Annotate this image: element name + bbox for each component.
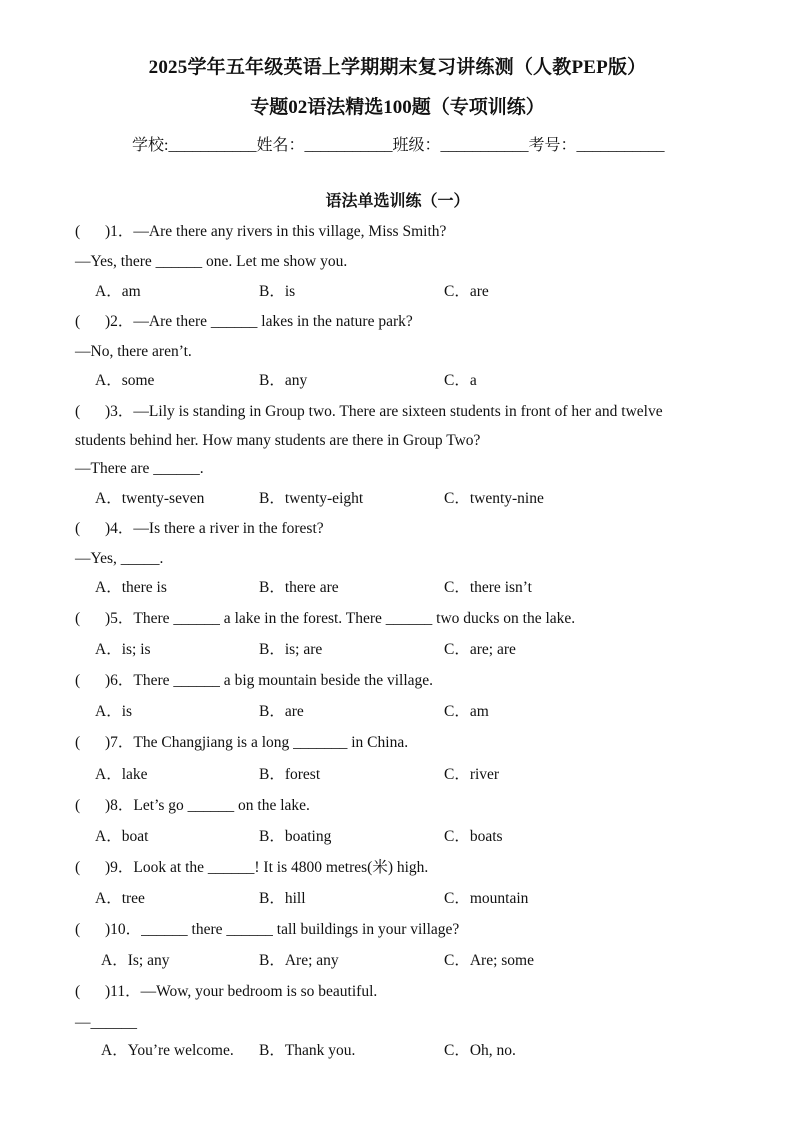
question-text: ______ there ______ tall buildings in your village? [141, 921, 460, 938]
question-number: )9． [105, 859, 134, 876]
question-text: —Is there a river in the forest? [133, 520, 324, 537]
question-7-stem [75, 733, 408, 753]
question-number: )1． [105, 223, 134, 240]
option-c: C．Are; some [444, 952, 534, 969]
question-4-line-2: —Yes, _____. [75, 550, 164, 567]
question-9-stem [75, 858, 428, 878]
answer-paren: ( [75, 983, 81, 1000]
answer-paren: ( [75, 403, 81, 420]
option-a: A．boat [95, 828, 149, 845]
option-b: B．is; are [259, 641, 323, 658]
option-b: B．is [259, 283, 296, 300]
question-text: The Changjiang is a long _______ in China. [133, 734, 409, 751]
question-3-line-3: —There are ______. [75, 460, 204, 477]
option-c: C．there isn’t [444, 579, 532, 596]
section-title: 语法单选训练（一） [325, 193, 470, 210]
question-11-line-2: —______ [75, 1014, 137, 1031]
page-title: 2025学年五年级英语上学期期末复习讲练测（人教PEP版） [148, 57, 647, 78]
question-text: There ______ a big mountain beside the village. [133, 672, 434, 689]
option-c: C．mountain [444, 890, 529, 907]
answer-paren: ( [75, 797, 81, 814]
option-a: A．there is [95, 579, 167, 596]
option-c: C．twenty-nine [444, 490, 544, 507]
option-b: B．forest [259, 766, 321, 783]
option-a: A．You’re welcome. [101, 1042, 234, 1059]
option-a: A．is [95, 703, 133, 720]
option-c: C．a [444, 372, 477, 389]
option-c: C．are [444, 283, 489, 300]
question-11-stem [75, 982, 377, 1002]
question-text: —Are there any rivers in this village, Miss Smith? [133, 223, 447, 240]
question-text: Let’s go ______ on the lake. [133, 797, 310, 814]
answer-paren: ( [75, 859, 81, 876]
question-text: —Wow, your bedroom is so beautiful. [140, 983, 378, 1000]
question-number: )5． [105, 610, 134, 627]
question-6-stem [75, 671, 433, 691]
answer-paren: ( [75, 520, 81, 537]
answer-paren: ( [75, 921, 81, 938]
option-a: A．is; is [95, 641, 151, 658]
question-8-stem [75, 796, 310, 816]
option-a: A．twenty-seven [95, 490, 205, 507]
option-b: B．there are [259, 579, 339, 596]
option-b: B．Thank you. [259, 1042, 356, 1059]
option-a: A．some [95, 372, 155, 389]
student-info-line: 学校:___________姓名：___________班级：___________考号：___________ [132, 137, 665, 154]
option-c: C．river [444, 766, 500, 783]
option-b: B．Are; any [259, 952, 339, 969]
question-2-line-2: —No, there aren’t. [75, 343, 192, 360]
question-text: There ______ a lake in the forest. There ______ two ducks on the lake. [133, 610, 576, 627]
question-1-stem [75, 222, 446, 242]
option-a: A．tree [95, 890, 145, 907]
option-b: B．any [259, 372, 308, 389]
answer-paren: ( [75, 223, 81, 240]
option-c: C．are; are [444, 641, 516, 658]
option-b: B．hill [259, 890, 306, 907]
question-number: )4． [105, 520, 134, 537]
question-3-line-2: students behind her. How many students are there in Group Two? [75, 432, 481, 449]
question-number: )7． [105, 734, 134, 751]
question-5-stem [75, 609, 575, 629]
question-number: )8． [105, 797, 134, 814]
option-a: A．am [95, 283, 141, 300]
question-text: Look at the ______! It is 4800 metres(米) high. [133, 859, 429, 876]
option-c: C．am [444, 703, 489, 720]
answer-paren: ( [75, 734, 81, 751]
question-text: —Lily is standing in Group two. There are sixteen students in front of her and twelve [133, 403, 663, 420]
option-b: B．twenty-eight [259, 490, 364, 507]
option-b: B．are [259, 703, 304, 720]
question-text: —Are there ______ lakes in the nature park? [133, 313, 413, 330]
question-3-stem [75, 402, 663, 422]
page-subtitle: 专题02语法精选100题（专项训练） [250, 97, 545, 118]
option-b: B．boating [259, 828, 332, 845]
option-c: C．Oh, no. [444, 1042, 516, 1059]
option-c: C．boats [444, 828, 503, 845]
question-number: )11． [105, 983, 141, 1000]
question-10-stem [75, 920, 459, 940]
answer-paren: ( [75, 672, 81, 689]
option-a: A．lake [95, 766, 148, 783]
question-number: )3． [105, 403, 134, 420]
question-number: )2． [105, 313, 134, 330]
answer-paren: ( [75, 313, 81, 330]
option-a: A．Is; any [101, 952, 170, 969]
question-number: )10． [105, 921, 142, 938]
question-number: )6． [105, 672, 134, 689]
answer-paren: ( [75, 610, 81, 627]
question-1-line-2: —Yes, there ______ one. Let me show you. [75, 253, 348, 270]
question-2-stem [75, 312, 413, 332]
question-4-stem [75, 519, 324, 539]
